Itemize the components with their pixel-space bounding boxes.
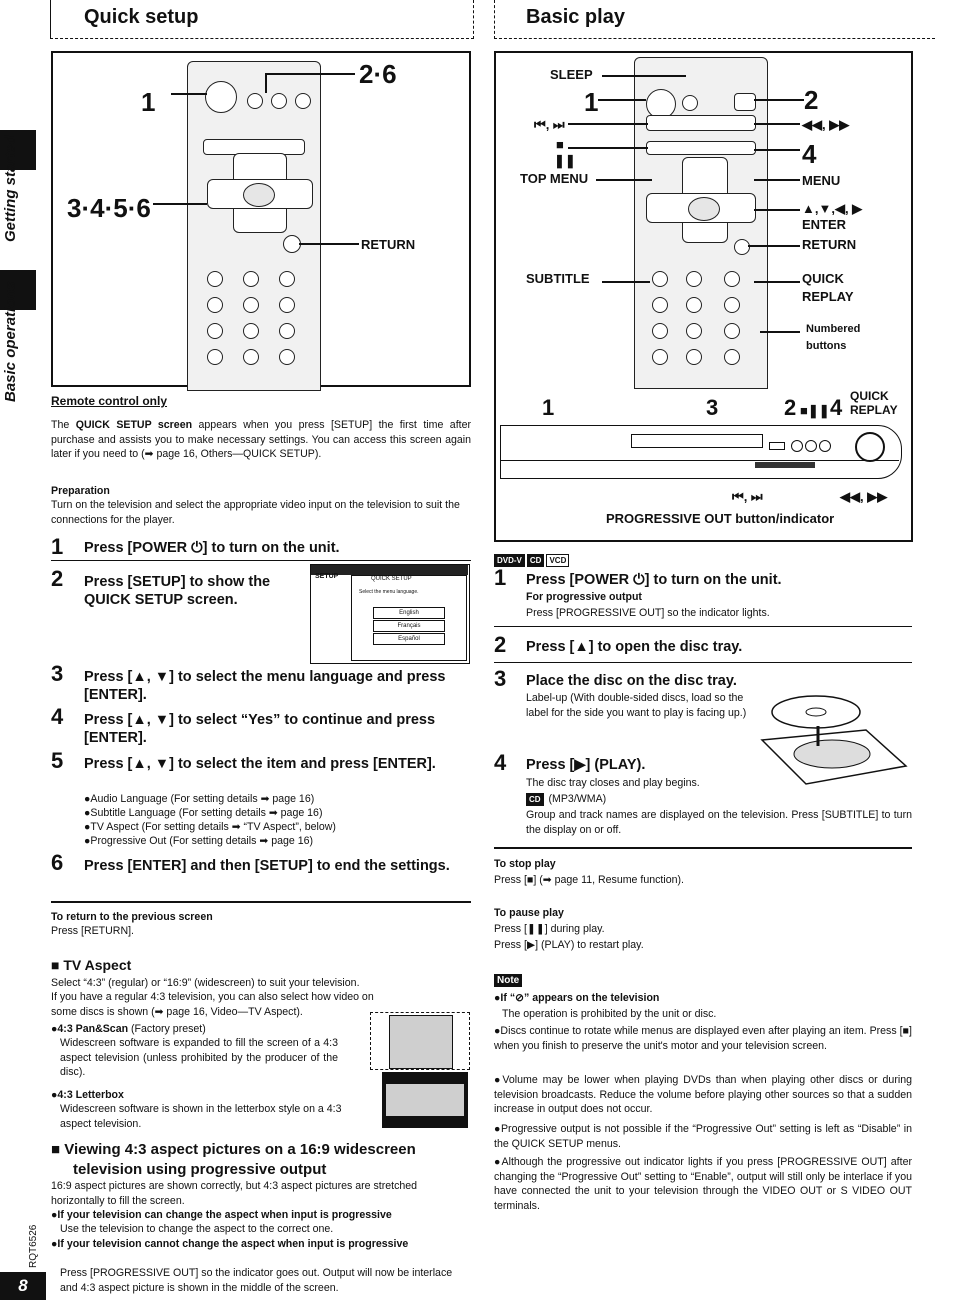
tag-cd: CD <box>527 554 545 567</box>
skip-row-illustration <box>646 115 756 131</box>
left-step-6-number: 6 <box>51 850 64 875</box>
left-step-3-text: Press [▲, ▼] to select the menu language and press [ENTER]. <box>84 669 446 703</box>
step5-bullet-3: ●TV Aspect (For setting details ➡ “TV Aspect”, below) <box>84 821 336 833</box>
note-3-text: ●Volume may be lower when playing DVDs than when playing other discs or during television broadcasts. Reduce the volume before playing other sources so that a sudden increase in output does not occur. <box>494 1074 912 1115</box>
unit-callout-stop-pause: ■❚❚ <box>800 403 830 418</box>
right-step-1-number: 1 <box>494 565 507 590</box>
unit-callout-quick: QUICK <box>850 389 889 403</box>
step4-subtext: The disc tray closes and play begins. <box>526 777 700 789</box>
return-text: Press [RETURN]. <box>51 925 134 937</box>
right-step-1-text: Press [POWER ⏻] to turn on the unit. <box>526 572 782 588</box>
tv-aspect-text-1: Select “4:3” (regular) or “16:9” (widescreen) to suit your television. <box>51 977 360 989</box>
viewing-bullet-2: ●If your television cannot change the aspect when input is progressive <box>51 1238 409 1250</box>
step5-bullet-1: ●Audio Language (For setting details ➡ page 16) <box>84 793 315 805</box>
viewing-bullet-2-text: Press [PROGRESSIVE OUT] so the indicator goes out. Output will now be interlace and 4:3 aspect picture is shown in the middle of the screen. <box>60 1267 453 1294</box>
preparation-heading: Preparation <box>51 485 110 497</box>
basic-play-illustration <box>494 51 913 542</box>
viewing-bullet-1-text: Use the television to change the aspect to the correct one. <box>60 1223 334 1235</box>
return-button-illustration-right <box>734 239 750 255</box>
callout-replay: REPLAY <box>802 289 854 304</box>
viewing-bullet-1: ●If your television can change the aspect when input is progressive <box>51 1209 392 1221</box>
callout-search: ◀◀, ▶▶ <box>802 117 850 132</box>
viewing-heading-2: television using progressive output <box>73 1161 327 1178</box>
left-step-6-text: Press [ENTER] and then [SETUP] to end the settings. <box>84 858 450 874</box>
callout-arrows: ▲,▼,◀, ▶ <box>802 201 863 216</box>
pause-play-text-2: Press [▶] (PLAY) to restart play. <box>494 939 644 951</box>
tag-dvd-v: DVD-V <box>494 554 525 567</box>
unit-callout-2: 2 <box>784 395 797 420</box>
letterbox-heading: ●4:3 Letterbox <box>51 1089 124 1101</box>
stop-play-text: Press [■] (➡ page 11, Resume function). <box>494 874 684 886</box>
unit-callout-1: 1 <box>542 395 555 420</box>
numpad-illustration <box>199 267 309 379</box>
tag-vcd: VCD <box>546 554 569 567</box>
callout-numbered: Numbered <box>806 323 861 335</box>
sleep-button-illustration <box>247 93 263 109</box>
letterbox-text: Widescreen software is shown in the letterbox style on a 4:3 aspect television. <box>60 1103 342 1130</box>
note-2-text: ●Discs continue to rotate while menus are displayed even after playing an item. Press [■] when you finish to preserve the unit's motor and your television screen. <box>494 1025 912 1052</box>
screen-title: QUICK SETUP <box>371 576 412 582</box>
left-step-4-number: 4 <box>51 704 64 729</box>
right-step-2-text: Press [▲] to open the disc tray. <box>526 639 743 655</box>
callout-enter: ENTER <box>802 217 847 232</box>
tv-aspect-heading: ■ TV Aspect <box>51 957 132 973</box>
letterbox-picture <box>382 1072 468 1128</box>
screen-prompt: Select the menu language. <box>359 589 419 595</box>
callout-right-1: 1 <box>584 87 599 117</box>
left-step-5-text: Press [▲, ▼] to select the item and press [ENTER]. <box>84 756 436 772</box>
doc-code: RQT6526 <box>28 1224 39 1268</box>
unit-callout-3: 3 <box>706 395 719 420</box>
left-step-2-text: Press [SETUP] to show the QUICK SETUP screen. <box>84 574 271 608</box>
callout-stop: ■ <box>556 137 564 152</box>
pause-play-text-1: Press [❚❚] during play. <box>494 923 605 935</box>
left-step-3-number: 3 <box>51 661 64 686</box>
unit-callout-replay: REPLAY <box>850 403 898 417</box>
left-step-1-text: Press [POWER ⏻] to turn on the unit. <box>84 540 340 556</box>
progressive-output-heading: For progressive output <box>526 591 642 603</box>
enter-button-illustration-right <box>688 197 720 221</box>
right-step-4-number: 4 <box>494 750 507 775</box>
callout-quick: QUICK <box>802 271 844 286</box>
progressive-output-text: Press [PROGRESSIVE OUT] so the indicator lights. <box>526 607 770 619</box>
screen-option-francais: Français <box>373 620 445 632</box>
viewing-heading-1: ■ Viewing 4:3 aspect pictures on a 16:9 widescreen <box>51 1141 416 1158</box>
preparation-text: Turn on the television and select the appropriate video input on the television to suit the connections for the player. <box>51 499 460 526</box>
stop-pause-play-illustration <box>646 141 756 155</box>
enter-button-illustration <box>243 183 275 207</box>
note-4-text: ●Progressive output is not possible if the “Progressive Out” setting is left as “Disable” in the QUICK SETUP menus. <box>494 1123 912 1150</box>
left-step-4-text: Press [▲, ▼] to select “Yes” to continue and press [ENTER]. <box>84 712 436 746</box>
callout-right-4: 4 <box>802 139 817 169</box>
note-5-text: ●Although the progressive out indicator lights if you press [PROGRESSIVE OUT] after changing the “Progressive Out” setting to “Enable”, output will still only be interlace if you have connected the unit to your television through the VIDEO OUT or S VIDEO OUT terminals. <box>494 1156 912 1212</box>
right-step-2-number: 2 <box>494 632 507 657</box>
right-step-3-text: Place the disc on the disc tray. <box>526 673 737 689</box>
callout-skip: ⏮, ⏭ <box>534 117 565 132</box>
callout-top-menu: TOP MENU <box>520 171 589 186</box>
callout-right-2: 2 <box>804 85 819 115</box>
callout-1: 1 <box>141 87 156 117</box>
remote-caption: Remote control only <box>51 394 168 408</box>
callout-subtitle: SUBTITLE <box>526 271 590 286</box>
note-label: Note <box>494 974 522 987</box>
intro-paragraph: The QUICK SETUP screen appears when you press [SETUP] the first time after purchase and assists you to make necessary settings. You can access this screen again later if you need to (➡ page 16, Others—QUICK SETUP). <box>51 419 471 460</box>
step4-mp3-line: CD (MP3/WMA) <box>526 792 606 807</box>
callout-pause: ❚❚ <box>554 153 576 168</box>
callout-2-6: 2·6 <box>359 59 397 89</box>
power-button-illustration <box>205 81 237 113</box>
stop-play-heading: To stop play <box>494 858 556 870</box>
unit-callout-search: ◀◀, ▶▶ <box>840 489 888 504</box>
open-button-illustration <box>734 93 756 111</box>
callout-3-4-5-6: 3·4·5·6 <box>67 193 151 223</box>
button-illustration <box>295 93 311 109</box>
right-step-3-number: 3 <box>494 666 507 691</box>
progressive-out-caption: PROGRESSIVE OUT button/indicator <box>606 511 835 526</box>
numpad-illustration-right <box>644 267 754 383</box>
tag-cd-mp3: CD <box>526 793 544 806</box>
sidebar-tab-basic-operations: Basic operations <box>2 281 19 402</box>
right-step-4-text: Press [▶] (PLAY). <box>526 757 646 773</box>
left-step-2-number: 2 <box>51 566 64 591</box>
pan-scan-picture <box>370 1012 470 1070</box>
setup-button-illustration <box>271 93 287 109</box>
unit-callout-skip: ⏮, ⏭ <box>732 489 763 504</box>
tv-aspect-text-2: If you have a regular 4:3 television, you can also select how video on some discs is shown (➡ page 16, Video—TV Aspect). <box>51 991 374 1018</box>
callout-buttons: buttons <box>806 340 847 352</box>
callout-sleep: SLEEP <box>550 67 593 82</box>
quick-setup-title: Quick setup <box>84 6 199 28</box>
quick-setup-screen-illustration <box>310 564 470 664</box>
pause-play-heading: To pause play <box>494 907 564 919</box>
screen-option-english: English <box>373 607 445 619</box>
left-step-1-number: 1 <box>51 534 64 559</box>
page-number: 8 <box>0 1272 46 1300</box>
left-step-5-number: 5 <box>51 748 64 773</box>
return-heading: To return to the previous screen <box>51 911 213 923</box>
step3-subtext: Label-up (With double-sided discs, load so the label for the side you want to play is facing up.) <box>526 692 747 719</box>
step5-bullet-2: ●Subtitle Language (For setting details ➡ page 16) <box>84 807 323 819</box>
pan-scan-text: Widescreen software is expanded to fill the screen of a 4:3 aspect television (unless prohibited by the producer of the disc). <box>60 1037 338 1078</box>
dvd-unit-illustration <box>500 425 902 479</box>
pan-scan-heading: ●4:3 Pan&Scan (Factory preset) <box>51 1023 206 1035</box>
note-1-text: The operation is prohibited by the unit or disc. <box>502 1008 717 1020</box>
sidebar-tab-getting-started: Getting started <box>2 135 19 242</box>
screen-setup-label: SETUP <box>315 573 339 580</box>
step4-subtext-2: Group and track names are displayed on the television. Press [SUBTITLE] to turn the display on or off. <box>526 809 912 836</box>
callout-return-right: RETURN <box>802 237 857 252</box>
unit-callout-4: 4 <box>830 395 843 420</box>
sleep-button-illustration-right <box>682 95 698 111</box>
remote-illustration-left <box>51 51 471 387</box>
step5-bullet-4: ●Progressive Out (For setting details ➡ page 16) <box>84 835 314 847</box>
disc-tray-illustration <box>756 690 916 790</box>
note-1-heading: ●If “⊘” appears on the television <box>494 992 660 1004</box>
callout-return: RETURN <box>361 237 416 252</box>
callout-menu: MENU <box>802 173 841 188</box>
viewing-text: 16:9 aspect pictures are shown correctly, but 4:3 aspect pictures are stretched horizontally to fill the screen. <box>51 1180 418 1207</box>
basic-play-title: Basic play <box>526 6 625 28</box>
screen-option-espanol: Español <box>373 633 445 645</box>
